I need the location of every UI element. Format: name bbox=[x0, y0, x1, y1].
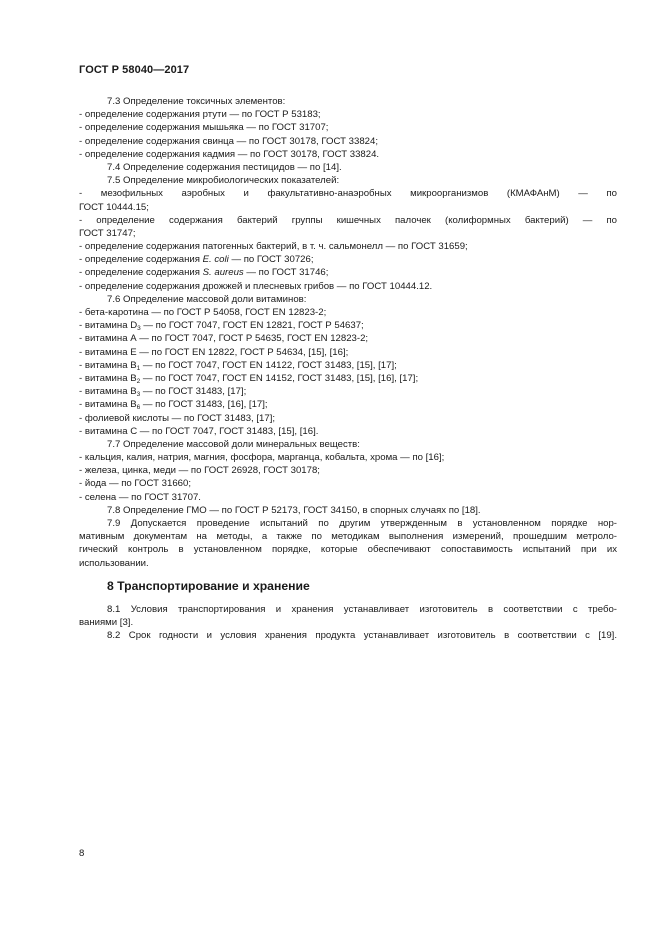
section-8-body bbox=[79, 603, 617, 643]
clause-7-4: 7.4 Определение содержания пестицидов — по [14]. bbox=[107, 161, 342, 173]
clause-7-9-line: мативным документам на методы, а также по методикам выполнения измерений, прошедшим метроло- bbox=[79, 531, 617, 543]
clause-7-9-line: 7.9 Допускается проведение испытаний по другим утвержденным в установленном порядке нор- bbox=[107, 518, 617, 529]
text: - витамина В bbox=[79, 372, 137, 384]
text: - витамина D bbox=[79, 320, 138, 332]
clause-8-1-line: ваниями [3]. bbox=[79, 617, 134, 629]
clause-7-3-title: 7.3 Определение токсичных элементов: bbox=[107, 96, 286, 107]
subscript: 3 bbox=[136, 391, 141, 399]
list-item bbox=[79, 385, 617, 398]
text: — по ГОСТ 7047, ГОСТ EN 14122, ГОСТ 31483, [15], [17]; bbox=[140, 359, 397, 371]
text: - витамина В bbox=[79, 386, 137, 398]
list-item: - определение содержания мышьяка — по ГОСТ 31707; bbox=[79, 122, 329, 134]
list-item bbox=[79, 253, 617, 266]
clause-8-2: 8.2 Срок годности и условия хранения продукта устанавливает изготовитель в соответствии с [19]. bbox=[107, 630, 617, 642]
section-8-heading: 8 Транспортирование и хранение bbox=[107, 579, 310, 593]
list-item bbox=[79, 372, 617, 385]
text: — по ГОСТ 7047, ГОСТ EN 14152, ГОСТ 31483, [15], [16], [17]; bbox=[140, 372, 419, 384]
list-item: - витамина С — по ГОСТ 7047, ГОСТ 31483, [15], [16]. bbox=[79, 425, 319, 437]
text: — по ГОСТ 31483, [17]; bbox=[140, 386, 247, 398]
section-7-body bbox=[79, 95, 617, 570]
list-item: - определение содержания ртути — по ГОСТ Р 53183; bbox=[79, 109, 321, 121]
organism-name: S. aureus bbox=[202, 267, 244, 279]
organism-name: E. coli bbox=[202, 254, 229, 266]
text: - витамина В bbox=[79, 359, 137, 371]
list-item: - определение содержания свинца — по ГОСТ 30178, ГОСТ 33824; bbox=[79, 135, 378, 147]
list-item: - определение содержания патогенных бактерий, в т. ч. сальмонелл — по ГОСТ 31659; bbox=[79, 241, 468, 253]
list-item: - йода — по ГОСТ 31660; bbox=[79, 478, 191, 490]
subscript: 2 bbox=[136, 377, 141, 385]
list-item bbox=[79, 398, 617, 411]
list-item bbox=[79, 266, 617, 279]
list-item: - определение содержания бактерий группы кишечных палочек (колиформных бактерий) — по bbox=[79, 214, 617, 226]
subscript: 3 bbox=[137, 325, 141, 333]
list-item-continuation: ГОСТ 31747; bbox=[79, 227, 136, 239]
text: — по ГОСТ 31746; bbox=[243, 267, 329, 279]
clause-8-1-line: 8.1 Условия транспортирования и хранения устанавливает изготовитель в соответствии с требо- bbox=[107, 604, 617, 615]
list-item bbox=[79, 319, 617, 332]
list-item bbox=[79, 359, 617, 372]
text: — по ГОСТ 7047, ГОСТ EN 12821, ГОСТ Р 54637; bbox=[140, 320, 364, 332]
clause-7-9-line: использовании. bbox=[79, 557, 149, 569]
clause-7-5-title: 7.5 Определение микробиологических показателей: bbox=[107, 175, 340, 187]
clause-7-7-title: 7.7 Определение массовой доли минеральных веществ: bbox=[107, 438, 360, 450]
list-item: - мезофильных аэробных и факультативно-анаэробных микроорганизмов (КМАФАнМ) — по bbox=[79, 188, 617, 200]
list-item: - бета-каротина — по ГОСТ Р 54058, ГОСТ EN 12823-2; bbox=[79, 307, 327, 318]
text: - витамина В bbox=[79, 399, 137, 411]
list-item: - витамина Е — по ГОСТ EN 12822, ГОСТ Р 54634, [15], [16]; bbox=[79, 346, 349, 358]
list-item: - витамина А — по ГОСТ 7047, ГОСТ Р 54635, ГОСТ EN 12823-2; bbox=[79, 333, 369, 345]
text: — по ГОСТ 31483, [16], [17]; bbox=[140, 399, 268, 411]
clause-7-6-title: 7.6 Определение массовой доли витаминов: bbox=[107, 293, 307, 305]
list-item: - определение содержания дрожжей и плесневых грибов — по ГОСТ 10444.12. bbox=[79, 280, 433, 292]
subscript: 6 bbox=[136, 404, 141, 412]
list-item: - железа, цинка, меди — по ГОСТ 26928, ГОСТ 30178; bbox=[79, 465, 320, 477]
clause-7-8: 7.8 Определение ГМО — по ГОСТ Р 52173, ГОСТ 34150, в спорных случаях по [18]. bbox=[107, 504, 481, 516]
clause-7-9-line: гический контроль в установленном порядке, которые обеспечивают сопоставимость испытаний при их bbox=[79, 544, 617, 556]
list-item: - кальция, калия, натрия, магния, фосфора, марганца, кобальта, хрома — по [16]; bbox=[79, 452, 445, 464]
list-item: - селена — по ГОСТ 31707. bbox=[79, 491, 201, 503]
text: - определение содержания bbox=[79, 267, 203, 279]
list-item: - фолиевой кислоты — по ГОСТ 31483, [17]; bbox=[79, 412, 276, 424]
list-item: - определение содержания кадмия — по ГОСТ 30178, ГОСТ 33824. bbox=[79, 148, 380, 160]
page-number: 8 bbox=[79, 848, 85, 859]
text: — по ГОСТ 30726; bbox=[228, 254, 314, 266]
subscript: 1 bbox=[136, 364, 141, 372]
document-header: ГОСТ Р 58040—2017 bbox=[79, 64, 190, 76]
text: - определение содержания bbox=[79, 254, 203, 266]
list-item-continuation: ГОСТ 10444.15; bbox=[79, 201, 149, 213]
